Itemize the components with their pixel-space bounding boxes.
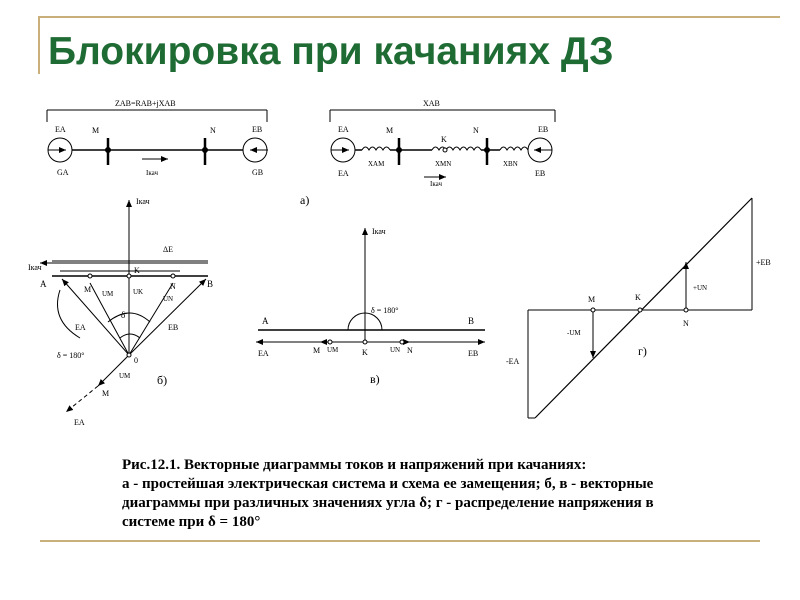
b-e-b: EB <box>168 323 179 332</box>
diagram-b <box>40 200 208 412</box>
node-k2-label: K <box>441 135 447 144</box>
circuit-left <box>47 110 268 165</box>
v-point-k: K <box>362 348 368 357</box>
b-origin: 0 <box>134 356 138 365</box>
g-point-n: N <box>683 319 689 328</box>
g-plus-un: +UN <box>693 284 708 292</box>
panel-b-label: б) <box>157 373 168 387</box>
node-m-label: M <box>92 126 100 135</box>
b-i-top: Iкач <box>136 197 150 206</box>
v-point-n: N <box>407 346 413 355</box>
b-i-left: Iкач <box>28 263 42 272</box>
node-n2-label: N <box>473 126 479 135</box>
caption-line-3: диаграммы при различных значениях угла δ; г - распределение напряжения в <box>122 495 654 511</box>
figure-caption <box>122 456 702 532</box>
x-mn-label: XMN <box>435 160 452 168</box>
node-n-label: N <box>210 126 216 135</box>
current2-label: Iкач <box>430 180 442 188</box>
panel-g-label: г) <box>638 344 647 358</box>
g-minus-ea: -EA <box>506 357 520 366</box>
caption-line-4: системе при δ = 180° <box>122 514 261 530</box>
diagram-g <box>528 198 752 418</box>
b-u-m: UM <box>102 290 114 298</box>
b-u-k: UK <box>133 288 144 296</box>
b-delta: δ <box>121 310 126 320</box>
g-point-m: M <box>588 295 596 304</box>
b-u-n: UN <box>163 295 174 303</box>
g-point-k: K <box>635 293 641 302</box>
gen-a-label: GA <box>57 168 69 177</box>
bottom-rule <box>40 540 760 542</box>
b-delta-e: ΔE <box>163 245 174 254</box>
x-am-label: XAM <box>368 160 385 168</box>
x-bn-label: XBN <box>503 160 518 168</box>
current-label: Iкач <box>146 169 158 177</box>
impedance-label: ZAB=RAB+jXAB <box>115 99 176 108</box>
v-point-m: M <box>313 346 321 355</box>
b-e-a: EA <box>75 323 86 332</box>
ea-under-label: EA <box>338 169 349 178</box>
panel-v-label: в) <box>370 372 380 386</box>
b-e-a-low: EA <box>74 418 85 427</box>
b-point-n: N <box>170 282 176 291</box>
v-u-m: UM <box>327 346 339 354</box>
b-u-m-low: UM <box>119 372 131 380</box>
gen-b-label: GB <box>252 168 264 177</box>
eb-under-label: EB <box>535 169 546 178</box>
b-point-m: M <box>84 285 92 294</box>
v-point-a: A <box>262 316 269 326</box>
panel-a-label: а) <box>300 193 310 207</box>
g-plus-eb: +EB <box>756 258 771 267</box>
slide-title: Блокировка при качаниях ДЗ <box>48 30 614 73</box>
v-delta-180: δ = 180° <box>371 306 399 315</box>
source-a-label: EA <box>55 125 66 134</box>
v-u-n: UN <box>390 346 401 354</box>
source-a2-label: EA <box>338 125 349 134</box>
source-b-label: EB <box>252 125 263 134</box>
reactance-label: XAB <box>423 99 440 108</box>
diagram-v <box>256 228 485 344</box>
b-point-k: K <box>134 266 140 275</box>
v-e-b: EB <box>468 349 479 358</box>
v-i-top: Iкач <box>372 227 386 236</box>
v-e-a: EA <box>258 349 269 358</box>
b-m-low: M <box>102 389 110 398</box>
node-m2-label: M <box>386 126 394 135</box>
caption-line-1: Рис.12.1. Векторные диаграммы токов и напряжений при качаниях: <box>122 457 587 473</box>
b-point-b: B <box>207 279 214 289</box>
caption-line-2: а - простейшая электрическая система и схема ее замещения; б, в - векторные <box>122 476 654 492</box>
g-minus-um: -UM <box>567 329 581 337</box>
b-point-a: A <box>40 279 47 289</box>
v-point-b: B <box>468 316 475 326</box>
source-b2-label: EB <box>538 125 549 134</box>
b-delta-180: δ = 180° <box>57 351 85 360</box>
